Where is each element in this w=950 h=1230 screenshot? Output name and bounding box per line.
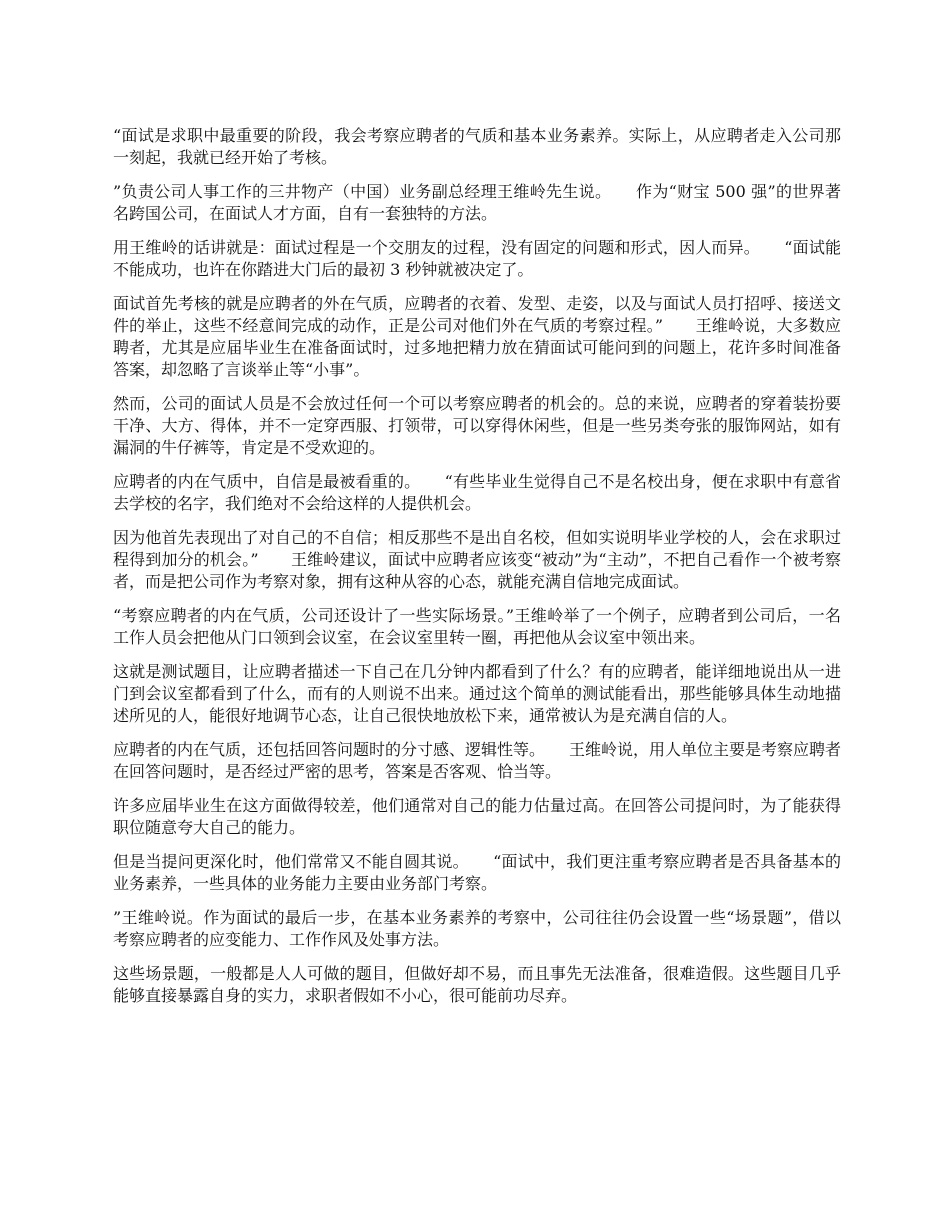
paragraph-12: 但是当提问更深化时，他们常常又不能自圆其说。 “面试中，我们更注重考察应聘者是否具备基本的业务素养，一些具体的业务能力主要由业务部门考察。 <box>113 852 841 893</box>
paragraph-3: 用王维岭的话讲就是：面试过程是一个交朋友的过程，没有固定的问题和形式，因人而异。 “面试能不能成功，也许在你踏进大门后的最初 3 秒钟就被决定了。 <box>113 238 841 279</box>
paragraph-14: 这些场景题，一般都是人人可做的题目，但做好却不易，而且事先无法准备，很难造假。这些题目几乎能够直接暴露自身的实力，求职者假如不小心，很可能前功尽弃。 <box>113 964 841 1005</box>
paragraph-5: 然而，公司的面试人员是不会放过任何一个可以考察应聘者的机会的。总的来说，应聘者的穿着装扮要干净、大方、得体，并不一定穿西服、打领带，可以穿得休闲些，但是一些另类夸张的服饰网站，如有漏洞的牛仔裤等，肯定是不受欢迎的。 <box>113 394 841 457</box>
paragraph-13: ”王维岭说。作为面试的最后一步，在基本业务素养的考察中，公司往往仍会设置一些“场景题”，借以考察应聘者的应变能力、工作作风及处事方法。 <box>113 908 841 949</box>
document-body <box>113 125 841 1019</box>
paragraph-7: 因为他首先表现出了对自己的不自信；相反那些不是出自名校，但如实说明毕业学校的人，会在求职过程得到加分的机会。” 王维岭建议，面试中应聘者应该变“被动”为“主动”，不把自己看作一个被考察者，而是把公司作为考察对象，拥有这种从容的心态，就能充满自信地完成面试。 <box>113 528 841 591</box>
paragraph-1: “面试是求职中最重要的阶段，我会考察应聘者的气质和基本业务素养。实际上，从应聘者走入公司那一刻起，我就已经开始了考核。 <box>113 126 841 167</box>
paragraph-8: “考察应聘者的内在气质，公司还设计了一些实际场景。”王维岭举了一个例子，应聘者到公司后，一名工作人员会把他从门口领到会议室，在会议室里转一圈，再把他从会议室中领出来。 <box>113 606 841 647</box>
paragraph-10: 应聘者的内在气质，还包括回答问题时的分寸感、逻辑性等。 王维岭说，用人单位主要是考察应聘者在回答问题时，是否经过严密的思考，答案是否客观、恰当等。 <box>113 740 842 781</box>
paragraph-6: 应聘者的内在气质中，自信是最被看重的。 “有些毕业生觉得自己不是名校出身，便在求职中有意省去学校的名字，我们绝对不会给这样的人提供机会。 <box>113 472 841 513</box>
paragraph-4: 面试首先考核的就是应聘者的外在气质，应聘者的衣着、发型、走姿，以及与面试人员打招呼、接送文件的举止，这些不经意间完成的动作，正是公司对他们外在气质的考察过程。” 王维岭说，大多数应聘者，尤其是应届毕业生在准备面试时，过多地把精力放在猜面试可能问到的问题上，花许多时间准备答案，却忽略了言谈举止等“小事”。 <box>113 294 841 379</box>
paragraph-2: ”负责公司人事工作的三井物产（中国）业务副总经理王维岭先生说。 作为“财宝 500 强”的世界著名跨国公司，在面试人才方面，自有一套独特的方法。 <box>113 182 841 223</box>
paragraph-11: 许多应届毕业生在这方面做得较差，他们通常对自己的能力估量过高。在回答公司提问时，为了能获得职位随意夸大自己的能力。 <box>113 796 841 837</box>
paragraph-9: 这就是测试题目，让应聘者描述一下自己在几分钟内都看到了什么？有的应聘者，能详细地说出从一进门到会议室都看到了什么，而有的人则说不出来。通过这个简单的测试能看出，那些能够具体生动地描述所见的人，能很好地调节心态，让自己很快地放松下来，通常被认为是充满自信的人。 <box>113 662 841 725</box>
